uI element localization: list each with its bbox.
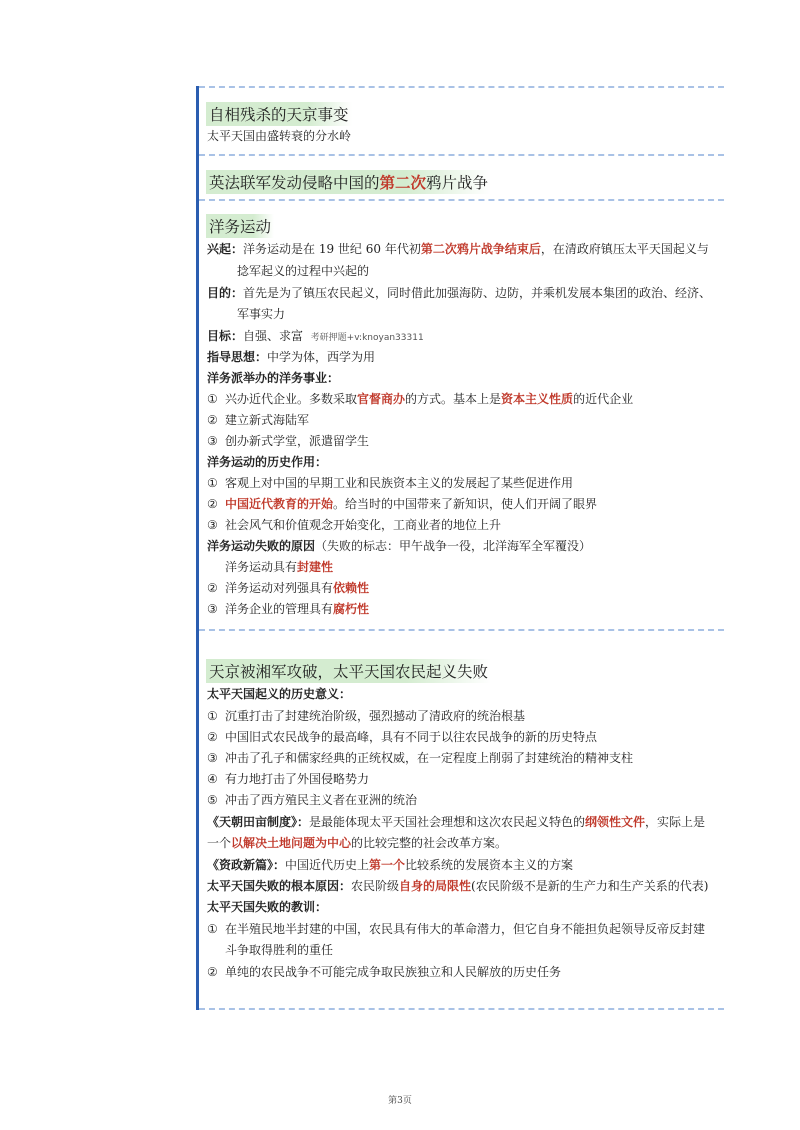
section-divider: [199, 86, 724, 88]
failure-note: （失败的标志：甲午战争一役，北洋海军全军覆没）: [315, 539, 592, 553]
section-divider: [199, 199, 724, 201]
text: 中国近代历史上: [285, 858, 370, 872]
text: 的近代企业: [573, 392, 634, 406]
text: 客观上对中国的早期工业和民族资本主义的发展起了某些促进作用: [225, 476, 574, 490]
text: ，在清政府镇压太平天国起义与: [540, 242, 709, 256]
section-heading-taiping-failure: 天京被湘军攻破，太平天国农民起义失败: [206, 659, 491, 683]
item-number: ②: [207, 581, 218, 595]
text: 建立新式海陆军: [225, 413, 310, 427]
zizheng-label: 《资政新篇》：: [207, 858, 286, 872]
text: 兴办近代企业。多数采取: [225, 392, 358, 406]
rise-label: 兴起：: [207, 242, 244, 256]
text: 单纯的农民战争不可能完成争取民族独立和人民解放的历史任务: [225, 965, 562, 979]
list-item: [207, 729, 597, 745]
purpose-label: 目的：: [207, 286, 244, 300]
item-number: ③: [207, 434, 218, 448]
item-number: ①: [207, 709, 218, 723]
text: ，实际上是: [645, 815, 706, 829]
heading-part: 英法联军发动侵略中国的: [209, 174, 380, 192]
heading-part: 鸦片战争: [426, 174, 489, 192]
list-item: [225, 559, 333, 575]
item-number: ①: [207, 392, 218, 406]
section-divider: [199, 1008, 724, 1010]
list-item: [207, 921, 705, 937]
item-number: ②: [207, 497, 218, 511]
list-item: [207, 475, 573, 491]
highlight: 中国近代教育的开始: [225, 497, 334, 511]
list-item: [207, 708, 525, 724]
text: 创办新式学堂，派遣留学生: [225, 434, 370, 448]
text: 农民阶级: [351, 879, 400, 893]
highlight: 纲领性文件: [585, 815, 646, 829]
rise-line-2: 捻军起义的过程中兴起的: [237, 264, 370, 278]
item-number: ③: [207, 518, 218, 532]
text: 中国旧式农民战争的最高峰，具有不同于以往农民战争的新的历史特点: [225, 730, 598, 744]
land-system-line: [207, 814, 705, 830]
highlight: 第一个: [369, 858, 406, 872]
section-divider: [199, 154, 724, 156]
notes-panel: [196, 86, 724, 1010]
item-number: ①: [207, 476, 218, 490]
text: 的比较完整的社会改革方案。: [351, 836, 508, 850]
highlight: 封建性: [297, 560, 334, 574]
guide-line: [207, 349, 375, 365]
list-item: [207, 580, 369, 596]
list-item: [207, 433, 369, 449]
text: 冲击了孔子和儒家经典的正统权威，在一定程度上削弱了封建统治的精神支柱: [225, 751, 634, 765]
goal-label: 目标：: [207, 329, 244, 343]
watermark-text: 考研押题+v:knoyan33311: [310, 333, 424, 343]
text: 社会风气和价值观念开始变化，工商业者的地位上升: [225, 518, 502, 532]
section-heading-westernization: 洋务运动: [206, 214, 274, 238]
highlight: 第二次鸦片战争结束后: [420, 242, 541, 256]
list-item: [207, 496, 597, 512]
land-system-label: 《天朝田亩制度》：: [207, 815, 310, 829]
list-item: [207, 964, 561, 980]
role-label: 洋务运动的历史作用：: [207, 455, 328, 469]
section-heading-second-opium-war: [206, 170, 491, 194]
highlight: 资本主义性质: [501, 392, 574, 406]
list-item: [207, 391, 633, 407]
text-line: 太平天国由盛转衰的分水岭: [207, 129, 352, 143]
list-item: [207, 601, 369, 617]
root-cause-line: [207, 878, 708, 894]
text: 的方式。基本上是: [405, 392, 502, 406]
lesson-label: 太平天国失败的教训：: [207, 900, 328, 914]
highlight: 官督商办: [357, 392, 406, 406]
highlight: 自身的局限性: [399, 879, 472, 893]
text: 有力地打击了外国侵略势力: [225, 772, 370, 786]
page-number: 第3页: [388, 1096, 412, 1106]
heading-highlight: 第二次: [379, 173, 427, 192]
list-item: [207, 517, 501, 533]
rise-line: [207, 241, 709, 257]
purpose-line-2: 军事实力: [237, 307, 286, 321]
text: 在半殖民地半封建的中国，农民具有伟大的革命潜力，但它自身不能担负起领导反帝反封建: [225, 922, 706, 936]
list-item-continued: 斗争取得胜利的重任: [225, 943, 334, 957]
significance-label: 太平天国起义的历史意义：: [207, 687, 352, 701]
item-number: ②: [207, 730, 218, 744]
highlight: 腐朽性: [333, 602, 370, 616]
text: 自强、求富: [243, 329, 304, 343]
text: 洋务运动对列强具有: [225, 581, 334, 595]
text: 冲击了西方殖民主义者在亚洲的统治: [225, 793, 418, 807]
text: 。给当时的中国带来了新知识，使人们开阔了眼界: [333, 497, 598, 511]
root-cause-label: 太平天国失败的根本原因：: [207, 879, 352, 893]
highlight: 依赖性: [333, 581, 370, 595]
list-item: [207, 771, 369, 787]
item-number: ③: [207, 602, 218, 616]
list-item: [207, 750, 633, 766]
text: 首先是为了镇压农民起义，同时借此加强海防、边防，并乘机发展本集团的政治、经济、: [243, 286, 712, 300]
goal-line: [207, 328, 424, 346]
section-heading-tianjing-incident: 自相残杀的天京事变: [206, 102, 352, 126]
text: 是最能体现太平天国社会理想和这次农民起义特色的: [309, 815, 586, 829]
land-system-line-2: [207, 835, 507, 851]
item-number: ①: [207, 922, 218, 936]
enterprises-label: 洋务派举办的洋务事业：: [207, 371, 340, 385]
text: (农民阶级不是新的生产力和生产关系的代表): [471, 879, 709, 893]
text: 中学为体，西学为用: [267, 350, 376, 364]
highlight: 以解决土地问题为中心: [231, 836, 352, 850]
text: 洋务运动具有: [225, 560, 298, 574]
failure-line: [207, 538, 591, 554]
item-number: ②: [207, 965, 218, 979]
section-divider: [199, 629, 724, 631]
item-number: ⑤: [207, 793, 218, 807]
text: 沉重打击了封建统治阶级，强烈撼动了清政府的统治根基: [225, 709, 526, 723]
text: 一个: [207, 836, 232, 850]
text: 洋务运动是在 19 世纪 60 年代初: [243, 242, 421, 256]
text: 比较系统的发展资本主义的方案: [405, 858, 574, 872]
item-number: ④: [207, 772, 218, 786]
guide-label: 指导思想：: [207, 350, 268, 364]
list-item: [207, 792, 417, 808]
text: 洋务企业的管理具有: [225, 602, 334, 616]
item-number: ③: [207, 751, 218, 765]
zizheng-line: [207, 857, 573, 873]
item-number: ②: [207, 413, 218, 427]
list-item: [207, 412, 309, 428]
purpose-line: [207, 285, 711, 301]
failure-label: 洋务运动失败的原因: [207, 539, 316, 553]
